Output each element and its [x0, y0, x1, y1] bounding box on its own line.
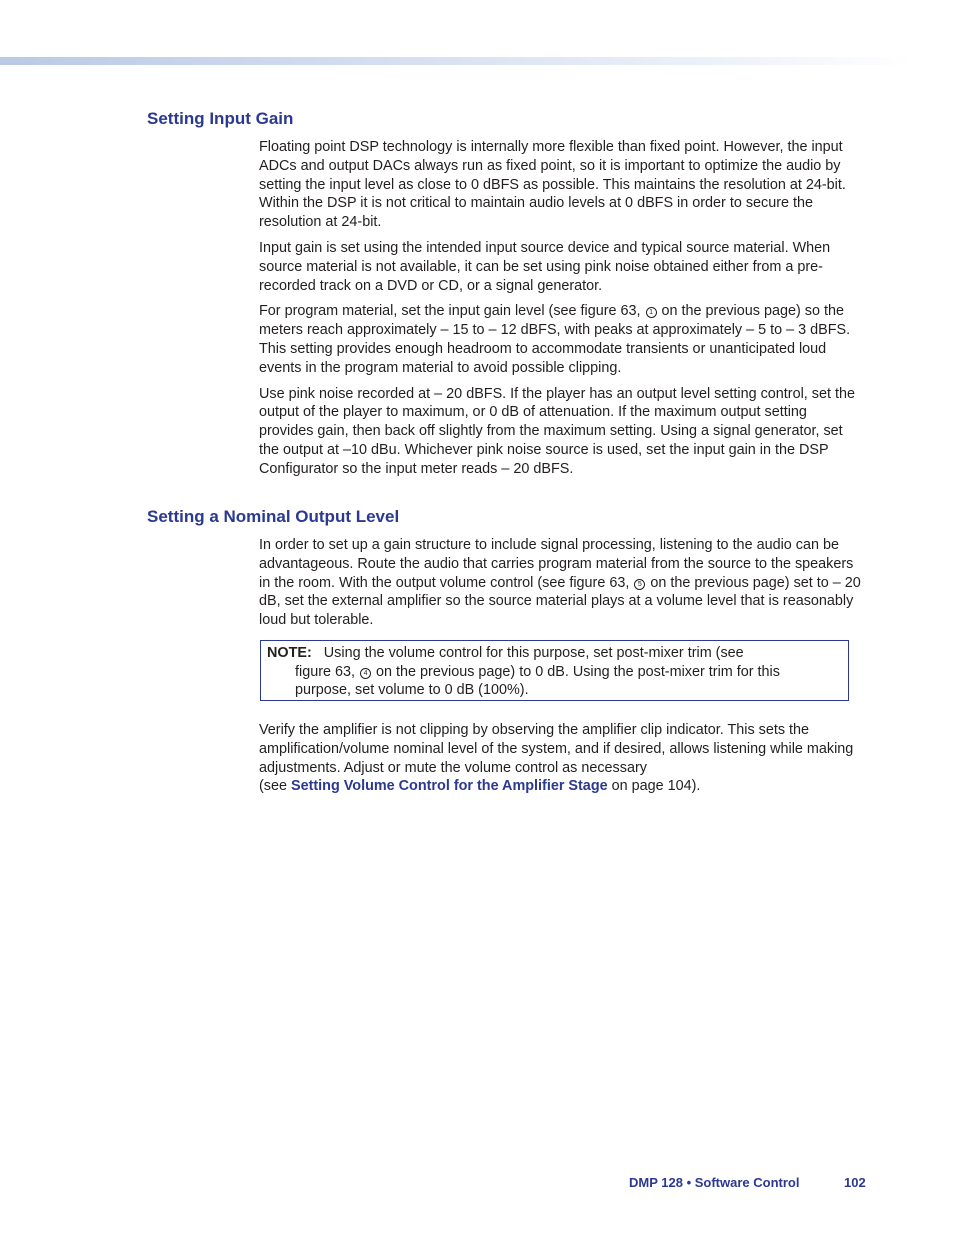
cross-reference-link[interactable]: Setting Volume Control for the Amplifier Stage [291, 778, 608, 795]
text-run: figure 63, [295, 663, 356, 680]
paragraph [259, 302, 863, 377]
paragraph: Input gain is set using the intended input source device and typical source material. When source material is not available, it can be set using pink noise obtained either from a pre-recorded track on a DVD or CD, or a signal generator. [259, 239, 831, 294]
paragraph [259, 536, 863, 630]
paragraph [259, 721, 863, 796]
section-heading-nominal-output: Setting a Nominal Output Level [147, 507, 400, 526]
note-box [260, 640, 849, 701]
text-run: (see [259, 778, 287, 795]
callout-number-icon: 4 [360, 668, 371, 679]
callout-number-icon: 1 [646, 307, 657, 318]
note-line [267, 663, 840, 682]
note-line [267, 644, 840, 663]
note-label: NOTE: [267, 645, 312, 661]
section-body-nominal-output [259, 536, 863, 637]
text-run: Using the volume control for this purpose, set post-mixer trim (see [323, 645, 744, 661]
text-run: For program material, set the input gain level (see figure 63, [259, 303, 641, 320]
note-line: purpose, set volume to 0 dB (100%). [295, 682, 529, 698]
text-run: on page 104). [611, 778, 701, 795]
callout-number-icon: 5 [634, 579, 645, 590]
text-run: on the previous page) set to – 20 dB, set the external amplifier so the source material plays at a volume level that is reasonably loud but tolerable. [259, 574, 861, 629]
section-body-verify [259, 721, 863, 803]
text-run: In order to set up a gain structure to include signal processing, listening to the audio can be advantageous. Route the audio that carries program material from the source to the speakers in the room. With the output volume control (see figure 63, [259, 537, 854, 591]
footer-title: DMP 128 • Software Control [629, 1175, 800, 1190]
paragraph: Use pink noise recorded at – 20 dBFS. If the player has an output level setting control, set the output of the player to maximum, or 0 dB of attenuation. If the maximum output setting provides gain, then back off slightly from the maximum setting. Using a signal generator, set the output at –10 dBu. Whichever pink noise source is used, set the input gain in the DSP Configurator so the input meter reads – 20 dBFS. [259, 385, 855, 477]
paragraph: Floating point DSP technology is internally more flexible than fixed point. However, the input ADCs and output DACs always run as fixed point, so it is important to optimize the audio by setting the input level as close to 0 dBFS as possible. This maintains the resolution at 24-bit. Within the DSP it is not critical to maintain audio levels at 0 dBFS in order to secure the resolution at 24-bit. [259, 139, 846, 231]
section-body-input-gain [259, 138, 863, 486]
text-run: on the previous page) so the meters reach approximately – 15 to – 12 dBFS, with peaks at approximately – 5 to – 3 dBFS. This setting provides enough headroom to accommodate transients or unanticipated loud events in the program material to avoid possible clipping. [259, 303, 851, 376]
header-accent-bar [0, 57, 915, 65]
page-number: 102 [844, 1175, 866, 1190]
section-heading-input-gain: Setting Input Gain [147, 109, 294, 128]
text-run: Verify the amplifier is not clipping by observing the amplifier clip indicator. This sets the amplification/volume nominal level of the system, and if desired, allows listening while making adjustments. Adjust or mute the volume control as necessary [259, 722, 854, 776]
text-run: on the previous page) to 0 dB. Using the post-mixer trim for this [376, 663, 780, 680]
